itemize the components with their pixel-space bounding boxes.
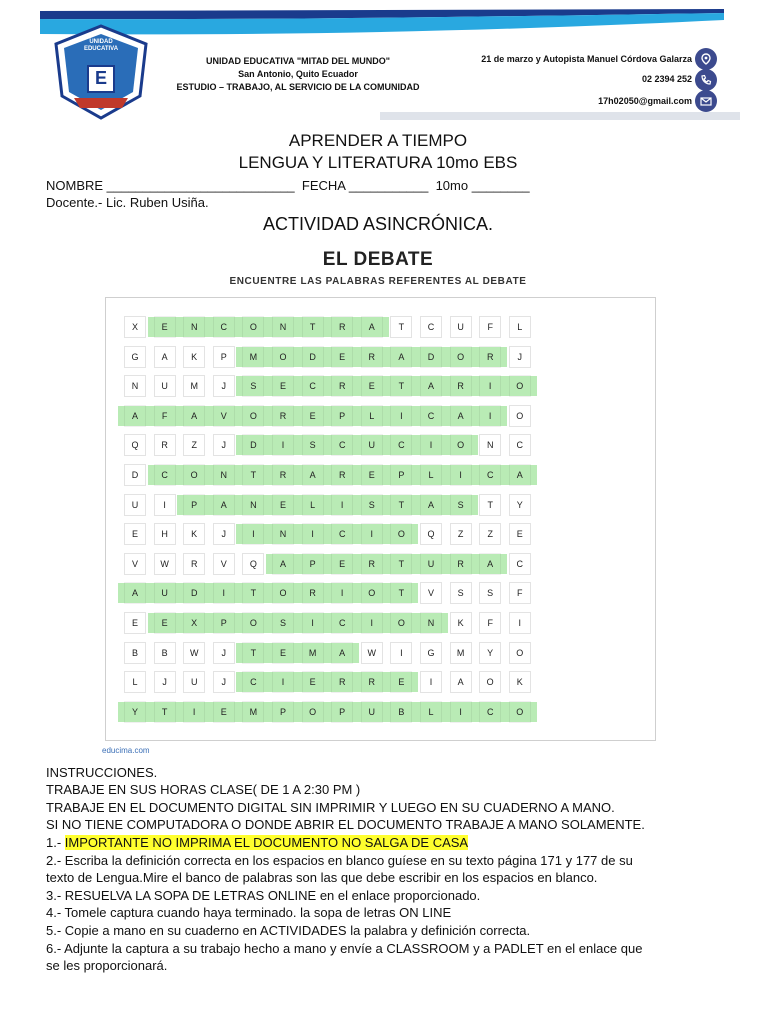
grid-cell: K: [450, 612, 472, 634]
location-pin-icon: [695, 48, 717, 70]
title-lengua: LENGUA Y LITERATURA 10mo EBS: [238, 153, 518, 172]
grid-cell: A: [450, 671, 472, 693]
grid-cell: I: [361, 523, 383, 545]
grid-cell: C: [302, 375, 324, 397]
grid-cell: C: [420, 405, 442, 427]
grid-cell: I: [331, 494, 353, 516]
address-text: 21 de marzo y Autopista Manuel Córdova Galarza: [481, 54, 692, 64]
grid-cell: S: [450, 582, 472, 604]
grid-cell: J: [213, 434, 235, 456]
grid-cell: D: [183, 582, 205, 604]
grid-cell: I: [242, 523, 264, 545]
grid-cell: Q: [124, 434, 146, 456]
school-logo: [52, 24, 150, 120]
grid-cell: C: [213, 316, 235, 338]
schedule-line: TRABAJE EN SUS HORAS CLASE( DE 1 A 2:30 PM ): [46, 782, 361, 797]
grid-cell: Y: [479, 642, 501, 664]
grid-cell: T: [242, 642, 264, 664]
grid-cell: I: [479, 405, 501, 427]
grid-cell: W: [361, 642, 383, 664]
grid-cell: O: [272, 346, 294, 368]
title-aprender: APRENDER A TIEMPO: [288, 131, 468, 150]
grid-cell: O: [242, 316, 264, 338]
grid-cell: C: [479, 701, 501, 723]
grid-cell: I: [509, 612, 531, 634]
grid-cell: C: [479, 464, 501, 486]
grid-cell: A: [124, 405, 146, 427]
grid-cell: N: [213, 464, 235, 486]
grid-cell: A: [479, 553, 501, 575]
logo-letter: E: [94, 68, 107, 88]
grid-cell: R: [361, 671, 383, 693]
grid-cell: E: [124, 523, 146, 545]
educima-credit: educima.com: [102, 746, 150, 755]
grid-cell: T: [154, 701, 176, 723]
grid-cell: L: [420, 701, 442, 723]
grid-cell: Q: [242, 553, 264, 575]
grid-cell: E: [154, 316, 176, 338]
school-info: [163, 55, 433, 94]
grid-cell: N: [183, 316, 205, 338]
grid-cell: R: [154, 434, 176, 456]
grid-cell: O: [479, 671, 501, 693]
grid-cell: O: [509, 642, 531, 664]
grid-cell: C: [331, 523, 353, 545]
grid-cell: A: [420, 375, 442, 397]
grid-cell: I: [450, 464, 472, 486]
grid-cell: Z: [450, 523, 472, 545]
word-search-grid: [105, 297, 656, 741]
step-4: 4.- Tomele captura cuando haya terminado. la sopa de letras ON LINE: [46, 905, 452, 920]
grid-cell: N: [479, 434, 501, 456]
grid-cell: O: [390, 612, 412, 634]
grid-cell: E: [272, 375, 294, 397]
step-6-line-1: 6.- Adjunte la captura a su trabajo hecho a mano y envíe a CLASSROOM y a PADLET en el enlace que: [46, 941, 643, 956]
student-form-line: NOMBRE __________________________ FECHA ___________ 10mo ________: [46, 178, 530, 193]
debate-title: EL DEBATE: [322, 249, 434, 270]
grid-cell: S: [479, 582, 501, 604]
grid-cell: V: [213, 405, 235, 427]
grid-cell: A: [509, 464, 531, 486]
grid-cell: C: [390, 434, 412, 456]
grid-cell: E: [213, 701, 235, 723]
grid-cell: P: [213, 346, 235, 368]
grid-cell: S: [361, 494, 383, 516]
grid-cell: R: [331, 464, 353, 486]
step-6-line-2: se les proporcionará.: [46, 958, 168, 973]
grid-cell: T: [302, 316, 324, 338]
school-location: San Antonio, Quito Ecuador: [238, 69, 358, 79]
grid-cell: P: [183, 494, 205, 516]
grid-cell: T: [390, 494, 412, 516]
grid-cell: B: [124, 642, 146, 664]
grid-cell: T: [390, 553, 412, 575]
teacher-line: Docente.- Lic. Ruben Usiña.: [46, 195, 209, 210]
grid-cell: C: [509, 553, 531, 575]
grid-cell: L: [509, 316, 531, 338]
grid-cell: R: [272, 464, 294, 486]
grid-cell: F: [509, 582, 531, 604]
grid-cell: I: [390, 642, 412, 664]
grid-cell: A: [183, 405, 205, 427]
grid-cell: B: [154, 642, 176, 664]
grid-cell: D: [420, 346, 442, 368]
grid-cell: A: [213, 494, 235, 516]
grid-cell: K: [183, 523, 205, 545]
email-text: 17h02050@gmail.com: [598, 96, 692, 106]
instructions-heading: INSTRUCCIONES.: [46, 765, 158, 780]
grid-cell: F: [479, 612, 501, 634]
grid-cell: Z: [479, 523, 501, 545]
grid-cell: O: [183, 464, 205, 486]
grid-cell: Z: [183, 434, 205, 456]
grid-cell: I: [213, 582, 235, 604]
grid-cell: I: [272, 434, 294, 456]
grid-cell: V: [213, 553, 235, 575]
grid-cell: V: [124, 553, 146, 575]
step-2-line-1: 2.- Escriba la definición correcta en los espacios en blanco guíese en su texto página 171 y 177 de su: [46, 853, 633, 868]
grid-cell: R: [450, 553, 472, 575]
grid-cell: U: [361, 701, 383, 723]
grid-cell: R: [302, 582, 324, 604]
debate-subtitle: ENCUENTRE LAS PALABRAS REFERENTES AL DEBATE: [229, 276, 527, 287]
grid-cell: Y: [124, 701, 146, 723]
grid-cell: R: [479, 346, 501, 368]
grid-cell: M: [302, 642, 324, 664]
grid-cell: K: [183, 346, 205, 368]
grid-cell: M: [183, 375, 205, 397]
grid-cell: C: [331, 612, 353, 634]
letterhead: [0, 0, 768, 125]
grid-cell: E: [361, 375, 383, 397]
grid-cell: E: [154, 612, 176, 634]
phone-icon: [695, 69, 717, 91]
grid-cell: A: [420, 494, 442, 516]
grid-cell: C: [331, 434, 353, 456]
grid-cell: R: [183, 553, 205, 575]
grid-cell: P: [213, 612, 235, 634]
grid-cell: M: [242, 701, 264, 723]
grid-cell: R: [272, 405, 294, 427]
grid-cell: U: [450, 316, 472, 338]
grid-cell: G: [124, 346, 146, 368]
grid-cell: R: [331, 375, 353, 397]
grid-cell: F: [154, 405, 176, 427]
grid-cell: I: [154, 494, 176, 516]
grid-cell: T: [390, 316, 412, 338]
grid-cell: W: [183, 642, 205, 664]
grid-cell: E: [331, 553, 353, 575]
step-2-line-2: texto de Lengua.Mire el banco de palabras son las que debe escribir en los espacios en blanco.: [46, 870, 598, 885]
grid-cell: P: [331, 405, 353, 427]
grid-cell: U: [124, 494, 146, 516]
grid-cell: X: [124, 316, 146, 338]
grid-cell: A: [302, 464, 324, 486]
grid-cell: A: [450, 405, 472, 427]
envelope-icon: [695, 90, 717, 112]
grid-cell: R: [361, 346, 383, 368]
grid-cell: L: [124, 671, 146, 693]
grid-cell: R: [361, 553, 383, 575]
grid-cell: F: [479, 316, 501, 338]
grid-cell: H: [154, 523, 176, 545]
grid-cell: S: [450, 494, 472, 516]
grid-cell: E: [361, 464, 383, 486]
grid-cell: J: [213, 523, 235, 545]
grid-cell: Y: [509, 494, 531, 516]
grid-cell: V: [420, 582, 442, 604]
grid-cell: O: [302, 701, 324, 723]
grid-cell: O: [272, 582, 294, 604]
grid-cell: B: [390, 701, 412, 723]
grid-cell: O: [509, 405, 531, 427]
grid-cell: N: [272, 523, 294, 545]
grid-cell: J: [509, 346, 531, 368]
grid-cell: I: [390, 405, 412, 427]
school-motto: ESTUDIO – TRABAJO, AL SERVICIO DE LA COMUNIDAD: [176, 82, 420, 92]
grid-cell: T: [242, 464, 264, 486]
grid-cell: I: [479, 375, 501, 397]
grid-cell: I: [450, 701, 472, 723]
school-name: UNIDAD EDUCATIVA "MITAD DEL MUNDO": [205, 56, 391, 66]
grid-cell: G: [420, 642, 442, 664]
grid-cell: A: [390, 346, 412, 368]
grid-cell: S: [272, 612, 294, 634]
grid-cell: L: [361, 405, 383, 427]
grid-cell: O: [509, 701, 531, 723]
grid-cell: O: [242, 612, 264, 634]
grid-cell: U: [154, 582, 176, 604]
grid-cell: N: [242, 494, 264, 516]
grid-cell: E: [272, 642, 294, 664]
grid-cell: J: [213, 375, 235, 397]
phone-text: 02 2394 252: [641, 74, 692, 84]
grid-cell: P: [272, 701, 294, 723]
grid-cell: E: [124, 612, 146, 634]
found-word-highlight: [118, 702, 537, 722]
grid-cell: O: [242, 405, 264, 427]
grid-cell: D: [124, 464, 146, 486]
grid-cell: C: [509, 434, 531, 456]
grid-cell: O: [361, 582, 383, 604]
grid-cell: I: [302, 523, 324, 545]
step-1: [46, 834, 468, 851]
grid-cell: E: [302, 405, 324, 427]
grid-cell: O: [390, 523, 412, 545]
grid-cell: M: [450, 642, 472, 664]
grid-cell: I: [302, 612, 324, 634]
logo-text: UNIDAD EDUCATIVA: [83, 39, 119, 52]
grid-cell: J: [154, 671, 176, 693]
grid-cell: U: [420, 553, 442, 575]
grid-cell: U: [154, 375, 176, 397]
grid-cell: P: [390, 464, 412, 486]
digital-line: TRABAJE EN EL DOCUMENTO DIGITAL SIN IMPRIMIR Y LUEGO EN SU CUADERNO A MANO.: [46, 800, 615, 815]
grid-cell: W: [154, 553, 176, 575]
grid-cell: R: [331, 671, 353, 693]
grid-cell: N: [124, 375, 146, 397]
grid-cell: X: [183, 612, 205, 634]
grid-cell: A: [331, 642, 353, 664]
step-3: 3.- RESUELVA LA SOPA DE LETRAS ONLINE en el enlace proporcionado.: [46, 888, 481, 903]
grid-cell: R: [331, 316, 353, 338]
grid-cell: T: [479, 494, 501, 516]
activity-title: ACTIVIDAD ASINCRÓNICA.: [262, 214, 494, 234]
grid-cell: O: [450, 346, 472, 368]
step-1-highlight: IMPORTANTE NO IMPRIMA EL DOCUMENTO NO SALGA DE CASA: [64, 835, 469, 850]
grid-cell: E: [390, 671, 412, 693]
grid-cell: P: [331, 701, 353, 723]
grid-cell: C: [420, 316, 442, 338]
grid-cell: O: [450, 434, 472, 456]
grid-cell: T: [242, 582, 264, 604]
grid-cell: C: [154, 464, 176, 486]
grid-cell: A: [154, 346, 176, 368]
grid-cell: I: [420, 434, 442, 456]
grid-cell: K: [509, 671, 531, 693]
step-5: 5.- Copie a mano en su cuaderno en ACTIVIDADES la palabra y definición correcta.: [46, 923, 531, 938]
grid-cell: C: [242, 671, 264, 693]
grid-cell: P: [302, 553, 324, 575]
grid-cell: T: [390, 375, 412, 397]
grid-cell: E: [302, 671, 324, 693]
grid-cell: J: [213, 642, 235, 664]
grid-cell: D: [242, 434, 264, 456]
grid-cell: M: [242, 346, 264, 368]
grid-cell: S: [242, 375, 264, 397]
grid-cell: T: [390, 582, 412, 604]
grid-cell: I: [183, 701, 205, 723]
grid-cell: I: [361, 612, 383, 634]
grid-cell: A: [124, 582, 146, 604]
grid-cell: L: [302, 494, 324, 516]
grid-cell: J: [213, 671, 235, 693]
grid-cell: I: [272, 671, 294, 693]
step-1-prefix: 1.-: [46, 835, 65, 850]
grid-cell: L: [420, 464, 442, 486]
grid-cell: S: [302, 434, 324, 456]
grid-cell: N: [420, 612, 442, 634]
grid-cell: E: [509, 523, 531, 545]
grid-cell: N: [272, 316, 294, 338]
grid-cell: R: [450, 375, 472, 397]
no-computer-line: SI NO TIENE COMPUTADORA O DONDE ABRIR EL DOCUMENTO TRABAJE A MANO SOLAMENTE.: [46, 817, 645, 832]
grid-cell: I: [420, 671, 442, 693]
grid-cell: A: [361, 316, 383, 338]
grid-cell: Q: [420, 523, 442, 545]
grid-cell: D: [302, 346, 324, 368]
grid-cell: E: [331, 346, 353, 368]
grid-cell: A: [272, 553, 294, 575]
grid-cell: U: [361, 434, 383, 456]
grid-cell: E: [272, 494, 294, 516]
grid-cell: U: [183, 671, 205, 693]
grid-cell: O: [509, 375, 531, 397]
grid-cell: I: [331, 582, 353, 604]
